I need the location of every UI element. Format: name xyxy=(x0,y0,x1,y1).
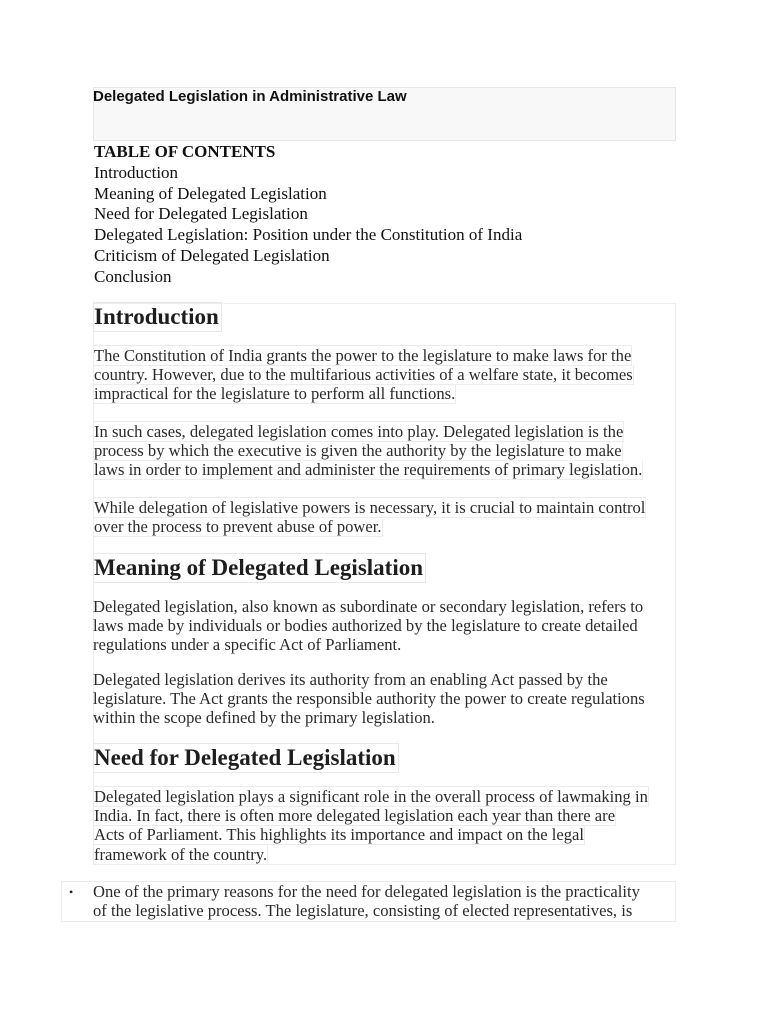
toc-heading: TABLE OF CONTENTS xyxy=(94,142,276,161)
toc-item-criticism[interactable]: Criticism of Delegated Legislation xyxy=(94,245,330,265)
text-line: Delegated legislation, also known as subordinate or secondary legislation, refers to xyxy=(93,597,644,616)
heading-need: Need for Delegated Legislation xyxy=(93,743,399,773)
text-line: country. However, due to the multifarious activities of a welfare state, it becomes xyxy=(94,365,633,385)
document-title: Delegated Legislation in Administrative Law xyxy=(93,88,407,105)
text-line: within the scope defined by the primary legislation. xyxy=(93,708,435,728)
bullet-icon: • xyxy=(69,885,74,899)
text-line: legislature. The Act grants the responsible authority the power to create regulations xyxy=(93,689,645,709)
text-line: Delegated legislation derives its authority from an enabling Act passed by the xyxy=(93,670,608,689)
toc-item-meaning[interactable]: Meaning of Delegated Legislation xyxy=(94,183,327,203)
intro-paragraph-2 xyxy=(93,422,678,480)
text-line: India. In fact, there is often more delegated legislation each year than there are xyxy=(94,806,616,826)
text-line: regulations under a specific Act of Parliament. xyxy=(93,635,402,655)
text-line: impractical for the legislature to perform all functions. xyxy=(94,384,456,404)
text-line: process by which the executive is given the authority by the legislature to make xyxy=(94,441,622,461)
meaning-paragraph-2 xyxy=(93,670,678,728)
heading-introduction: Introduction xyxy=(93,302,222,332)
text-line: While delegation of legislative powers is necessary, it is crucial to maintain control xyxy=(94,498,646,517)
text-line: laws made by individuals or bodies authorized by the legislature to create detailed xyxy=(93,616,638,636)
text-line: over the process to prevent abuse of power. xyxy=(94,517,382,537)
toc-item-position-constitution[interactable]: Delegated Legislation: Position under the Constitution of India xyxy=(94,225,523,245)
toc-item-introduction[interactable]: Introduction xyxy=(94,162,179,182)
text-line: framework of the country. xyxy=(94,844,268,864)
toc-item-conclusion[interactable]: Conclusion xyxy=(94,266,172,286)
heading-meaning: Meaning of Delegated Legislation xyxy=(93,553,426,583)
text-line: One of the primary reasons for the need for delegated legislation is the practicality xyxy=(93,882,640,901)
text-line: of the legislative process. The legislature, consisting of elected representatives, is xyxy=(93,901,633,921)
document-title-box xyxy=(93,87,676,141)
text-line: Delegated legislation plays a significant role in the overall process of lawmaking in xyxy=(94,787,648,806)
text-line: The Constitution of India grants the power to the legislature to make laws for the xyxy=(94,346,632,365)
toc-item-need[interactable]: Need for Delegated Legislation xyxy=(94,204,308,224)
intro-paragraph-3 xyxy=(93,498,678,536)
need-paragraph-1 xyxy=(93,787,678,864)
text-line: Acts of Parliament. This highlights its importance and impact on the legal xyxy=(94,825,585,845)
bullet-item-1 xyxy=(93,882,678,920)
intro-paragraph-1 xyxy=(93,346,678,404)
table-of-contents xyxy=(94,142,522,288)
text-line: laws in order to implement and administer the requirements of primary legislation. xyxy=(94,460,643,480)
text-line: In such cases, delegated legislation comes into play. Delegated legislation is the xyxy=(94,422,624,441)
meaning-paragraph-1 xyxy=(93,597,678,655)
